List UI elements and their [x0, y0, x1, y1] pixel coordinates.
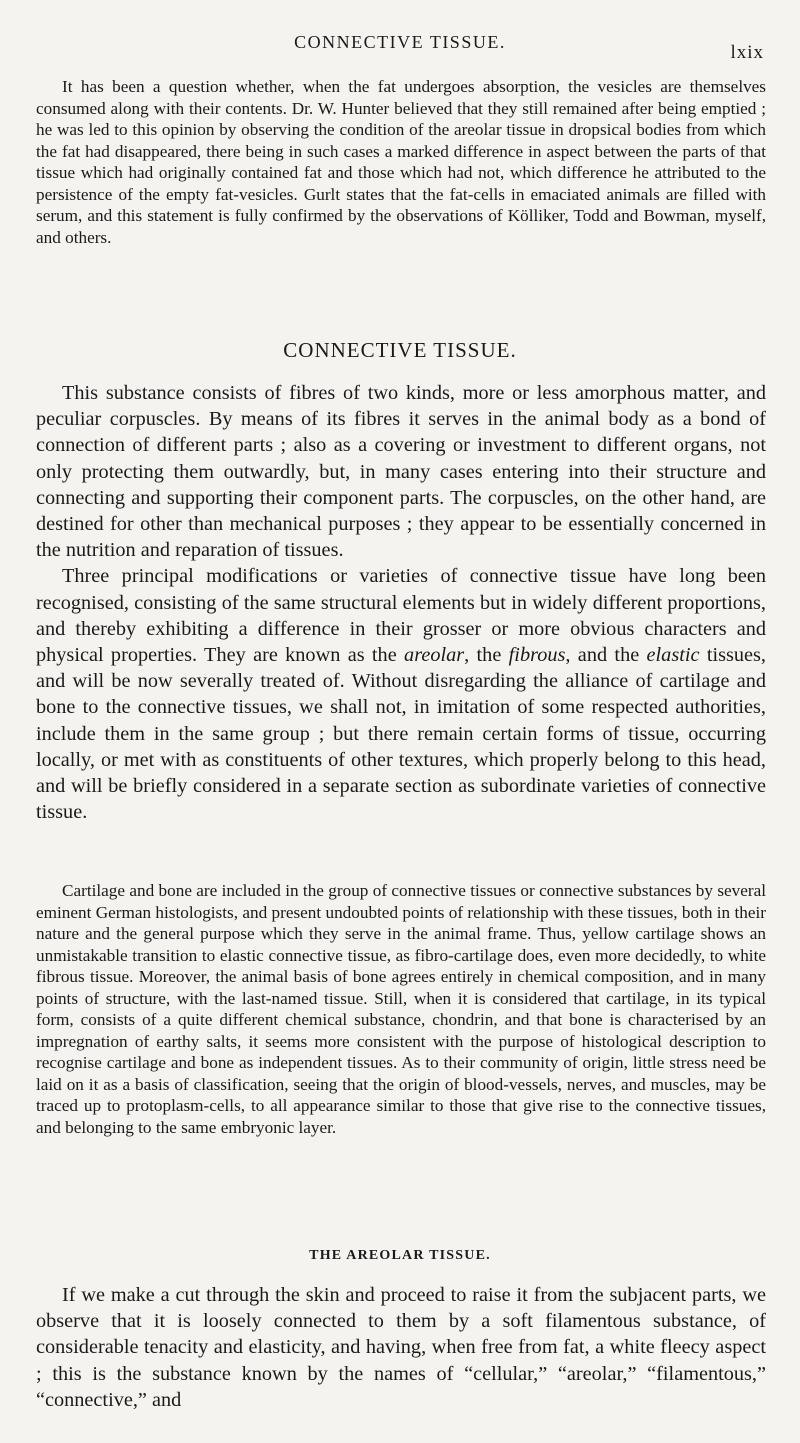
main-text-block: [36, 380, 766, 825]
running-title: CONNECTIVE TISSUE.: [294, 32, 506, 52]
term-areolar: areolar: [404, 644, 465, 667]
subsection-heading: THE AREOLAR TISSUE.: [309, 1248, 491, 1263]
note-block: [36, 880, 766, 1138]
paragraph-one: This substance consists of fibres of two kinds, more or less amorphous matter, and peculiar corpuscles. By means of its fibres it serves in the animal body as a bond of connection of different parts ; also as a covering or investment to different organs, not only protecting them outwardly, but, in many cases entering into their structure and connecting and supporting their component parts. The corpuscles, on the other hand, are destined for other than mechanical purposes ; they appear to be essentially concerned in the nutrition and reparation of tissues.: [36, 382, 766, 562]
note-paragraph: Cartilage and bone are included in the group of connective tissues or connective substances by several eminent German histologists, and present undoubted points of relationship with these tissues, both in their nature and the general purpose which they serve in the animal frame. Thus, yellow cartilage shows an unmistakable transition to elastic connective tissue, as fibro-cartilage does, even more decidedly, to white fibrous tissue. Moreover, the animal basis of bone agrees entirely in chemical composition, and in many points of structure, with the last-named tissue. Still, when it is considered that cartilage, in its typical form, consists of a quite different chemical substance, chondrin, and that bone is characterised by an impregnation of earthy salts, it seems more consistent with the purpose of histological description to recognise cartilage and bone as independent tissues. As to their community of origin, little stress need be laid on it as a basis of classification, seeing that the origin of blood-vessels, nerves, and muscles, may be traced up to protoplasm-cells, to all appearance similar to those that give rise to the connective tissues, and belonging to the same embryonic layer.: [36, 881, 766, 1137]
paragraph-two: [36, 563, 766, 825]
areolar-paragraph: If we make a cut through the skin and proceed to raise it from the subjacent parts, we observe that it is loosely connected to them by a soft filamentous substance, of considerable tenacity and elasticity, and having, when free from fat, a white fleecy aspect ; this is the substance known by the names of “cellular,” “areolar,” “filamentous,” “connective,” and: [36, 1284, 766, 1411]
section-heading: CONNECTIVE TISSUE.: [283, 338, 517, 362]
paragraph-two-part-3: , and the: [565, 644, 647, 667]
intro-paragraph-block: [36, 76, 766, 248]
term-fibrous: fibrous: [508, 644, 566, 667]
intro-paragraph: It has been a question whether, when the fat undergoes absorption, the vesicles are themselves consumed along with their contents. Dr. W. Hunter believed that they still remained after being emptied ; he was led to this opinion by observing the condition of the areolar tissue in dropsical bodies from which the fat had disappeared, there being in such cases a marked difference in aspect between the parts of that tissue which had originally contained fat and those which had not, which difference he attributed to the persistence of the empty fat-vesicles. Gurlt states that the fat-cells in emaciated animals are filled with serum, and this statement is fully confirmed by the observations of Kölliker, Todd and Bowman, myself, and others.: [36, 77, 766, 247]
page-number: lxix: [730, 42, 764, 63]
areolar-text-block: [36, 1282, 766, 1413]
paragraph-two-part-2: , the: [464, 644, 509, 667]
paragraph-two-part-1: Three principal modifications or varieties of connective tissue have long been recognised, consisting of the same structural elements but in widely different proportions, and thereby exhibiting a difference in their grosser or more obvious characters and physical properties. They are known as the: [36, 565, 766, 667]
paragraph-two-part-4: tissues, and will be now severally treated of. Without disregarding the alliance of cartilage and bone to the connective tissues, we shall not, in imitation of some respected authorities, include them in the same group ; but there remain certain forms of tissue, occurring locally, or met with as constituents of other textures, which properly belong to this head, and will be briefly considered in a separate section as subordinate varieties of connective tissue.: [36, 644, 766, 824]
term-elastic: elastic: [646, 644, 700, 667]
